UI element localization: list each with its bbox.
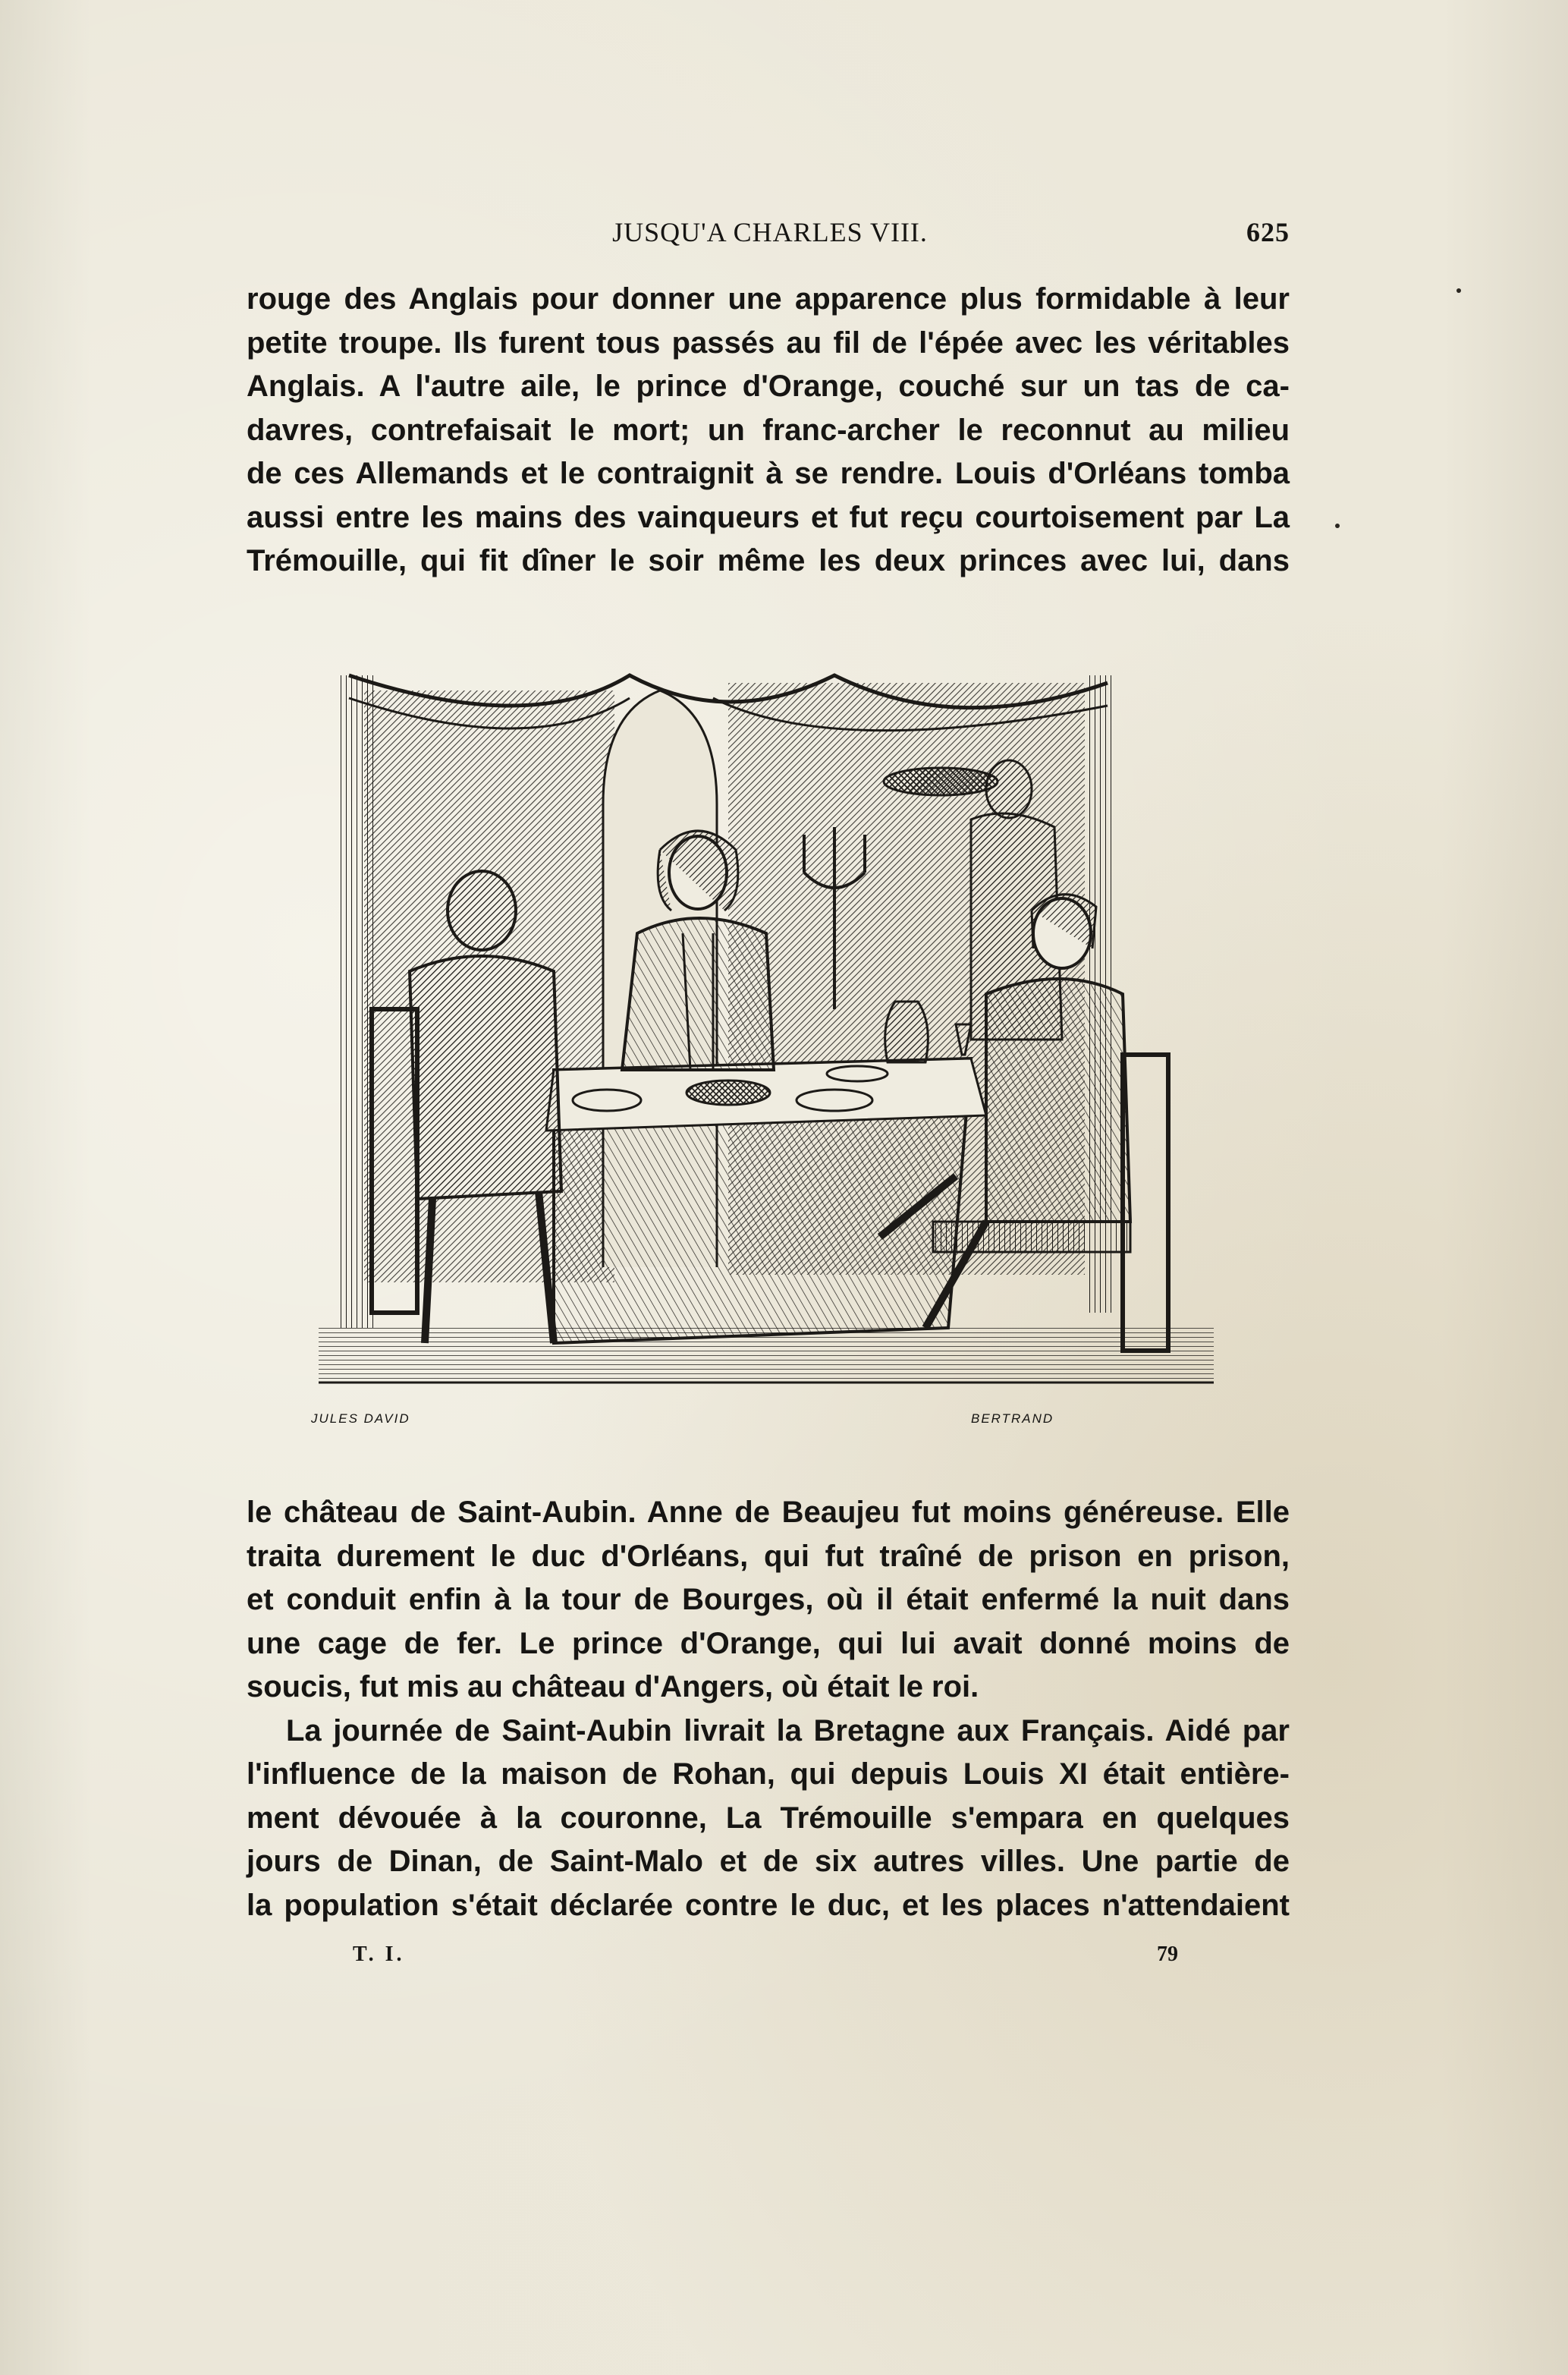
jug [885,1002,929,1062]
text-line: davres, contrefaisait le mort; un franc-archer le reconnut au milieu [247,413,1290,447]
paper-speck [1335,524,1340,528]
text-line: l'influence de la maison de Rohan, qui depuis Louis XI était entière- [247,1757,1290,1791]
paper-speck [1456,288,1461,293]
text-line: une cage de fer. Le prince d'Orange, qui lui avait donné moins de [247,1626,1290,1660]
text-line: la population s'était déclarée contre le duc, et les places n'attendaient [247,1888,1290,1922]
page-number: 625 [1246,217,1290,247]
artist-credit: JULES DAVID [311,1411,410,1426]
text-line: le château de Saint-Aubin. Anne de Beaujeu fut moins généreuse. Elle [247,1496,1290,1529]
text-line: soucis, fut mis au château d'Angers, où était le roi. [247,1670,979,1703]
running-head-title: JUSQU'A CHARLES VIII. [612,217,928,247]
text-line: Anglais. A l'autre aile, le prince d'Orange, couché sur un tas de ca- [247,370,1290,403]
floor [319,1328,1214,1381]
sheet-number: 79 [1157,1942,1178,1966]
running-head [250,216,1290,254]
text-line: rouge des Anglais pour donner une apparence plus formidable à leur [247,282,1290,316]
paragraph-top [247,278,1290,584]
text-line: de ces Allemands et le contraignit à se rendre. Louis d'Orléans tomba [247,457,1290,490]
signature-mark: T. I. [353,1942,405,1966]
text-line: traita durement le duc d'Orléans, qui fut traîné de prison en prison, [247,1539,1290,1573]
engraver-credit: BERTRAND [971,1411,1054,1426]
text-line: aussi entre les mains des vainqueurs et fut reçu courtoisement par La [247,500,1290,534]
platter [884,768,998,795]
text-line: Trémouille, qui fit dîner le soir même les deux princes avec lui, dans [247,544,1290,577]
page-footer [247,1942,1290,1973]
text-line: ment dévouée à la couronne, La Trémouille s'empara en quelques [247,1801,1290,1835]
paragraph-bottom [247,1491,1290,1927]
text-line: petite troupe. Ils furent tous passés au fil de l'épée avec les véritables [247,326,1290,360]
text-line: La journée de Saint-Aubin livrait la Bretagne aux Français. Aidé par [286,1713,1290,1747]
engraving-illustration [303,645,1229,1434]
text-line: et conduit enfin à la tour de Bourges, où il était enfermé la nuit dans [247,1583,1290,1616]
dish [687,1081,770,1105]
text-line: jours de Dinan, de Saint-Malo et de six autres villes. Une partie de [247,1845,1290,1878]
engraving-banquet-scene [303,645,1229,1434]
